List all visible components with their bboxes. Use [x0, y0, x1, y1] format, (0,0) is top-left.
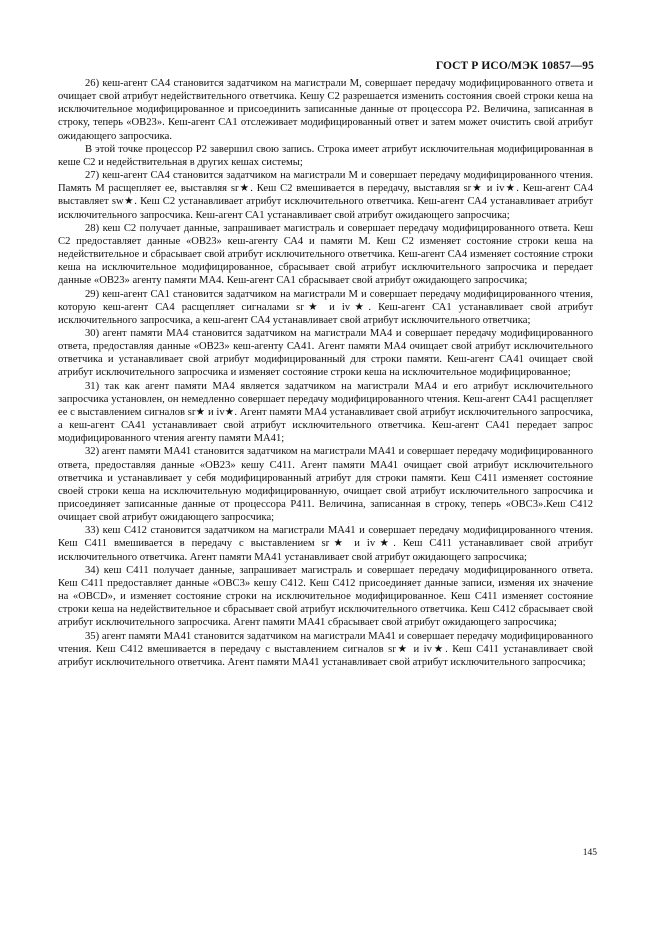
paragraph-30: 30) агент памяти МА4 становится задатчиком на магистрали МА4 и совершает передачу модифицированного ответа, предоставляя данные «OB23» кеш-агенту СА41. Агент памяти МА4 очищает свой атрибут исключительного ответчика и устанавливает свой атрибут модифицированный для строки памяти. Кеш-агент СА41 очищает свой атрибут исключительного запросчика и изменяет состояние строки кеша на исключительное модифицированное;: [58, 327, 593, 379]
paragraph-26: 26) кеш-агент СА4 становится задатчиком на магистрали М, совершает передачу модифицированного ответа и очищает свой атрибут недействительного ответчика. Кешу С2 разрешается изменить состояния своей строки кеша на исключительное модифицированное и присоединить записанные данные от процессора Р2. Величина, записанная в строку, теперь «OB23». Кеш-агент СА1 отслеживает модифицированный ответ и затем может очистить свой атрибут ожидающего запросчика.: [58, 78, 593, 142]
paragraph-summary: В этой точке процессор Р2 завершил свою запись. Строка имеет атрибут исключительная модифицированная в кеше С2 и недействительная в других кешах системы;: [58, 143, 593, 168]
paragraph-32: 32) агент памяти МА41 становится задатчиком на магистрали МА41 и совершает передачу модифицированного ответа, предоставляя данные «OB23» кешу С411. Агент памяти МА41 очищает свой атрибут исключительного ответчика и устанавливает у себя модифицированный атрибут для строки памяти. Кеш С411 изменяет состояние своей строки кеша на исключительную модифицированную, очищает свой атрибут исключительного запросчика и присоединяет записанные данные от процессора Р411. Величина, записанная в строку, теперь «OBC3».Кеш С412 очищает свой атрибут ожидающего запросчика;: [58, 446, 593, 524]
paragraph-28: 28) кеш С2 получает данные, запрашивает магистраль и совершает передачу модифицированного ответа. Кеш С2 предоставляет данные «OB23» кеш-агенту СА4 и памяти М. Кеш С2 изменяет состояние строки кеша на недействительное и сбрасывает свой атрибут исключительного ответчика. Кеш-агент СА4 изменяет состояние строки кеша на исключительное модифицированное, сбрасывает свой атрибут исключительного запросчика и передает данные «OB23» агенту памяти МА4. Кеш-агент СА1 сбрасывает свой атрибут ожидающего запросчика;: [58, 222, 593, 287]
body-text: [58, 77, 593, 669]
page-number: 145: [582, 848, 597, 858]
paragraph-35: 35) агент памяти МА41 становится задатчиком на магистрали МА41 и совершает передачу модифицированного чтения. Кеш С412 вмешивается в передачу с выставлением сигналов sr★ и iv★. Кеш С411 устанавливает свой атрибут исключительного ответчика. Агент памяти МА41 устанавливает свой атрибут исключительного запросчика;: [58, 630, 593, 668]
paragraph-33: 33) кеш С412 становится задатчиком на магистрали МА41 и совершает передачу модифицированного чтения. Кеш С411 вмешивается в передачу с выставлением sr★ и iv★. Кеш С411 устанавливает свой атрибут исключительного ответчика. Агент памяти МА41 устанавливает свой атрибут ожидающего запросчика;: [58, 525, 593, 563]
paragraph-29: 29) кеш-агент СА1 становится задатчиком на магистрали М и совершает передачу модифицированного чтения, которую кеш-агент СА4 расщепляет сигналами sr★ и iv★. Кеш-агент СА1 устанавливает свой атрибут исключительного запросчика, а кеш-агент СА4 устанавливает свой атрибут исключительного ответчика;: [58, 288, 593, 326]
paragraph-27: 27) кеш-агент СА4 становится задатчиком на магистрали М и совершает передачу модифицированного чтения. Память М расщепляет ее, выставляя sr★. Кеш С2 вмешивается в передачу, выставляя sr★ и iv★. Кеш-агент СА4 выставляет sw★. Кеш С2 устанавливает атрибут исключительного ответчика. Кеш-агент СА4 устанавливает атрибут исключительного запросчика. Кеш-агент СА1 устанавливает свой атрибут ожидающего запросчика;: [58, 170, 593, 221]
paragraph-34: 34) кеш С411 получает данные, запрашивает магистраль и совершает передачу модифицированного ответа. Кеш С411 предоставляет данные «OBC3» кешу С412. Кеш С412 присоединяет данные записи, изменяя их значение на «OBCD», и изменяет состояние строки на исключительное модифицированное. Кеш С411 изменяет состояние строки кеша на недействительное и сбрасывает свой атрибут исключительного ответчика. Кеш С412 сбрасывает свой атрибут исключительного запросчика. Агент памяти МА41 сбрасывает свой атрибут ожидающего запросчика;: [58, 564, 593, 629]
standard-header: ГОСТ Р ИСО/МЭК 10857—95: [435, 60, 594, 72]
paragraph-31: 31) так как агент памяти МА4 является задатчиком на магистрали МА4 и его атрибут исключительного запросчика установлен, он немедленно совершает передачу модифицированного чтения. Кеш-агент СА41 расщепляет ее с выставлением сигналов sr★ и iv★. Агент памяти МА4 устанавливает свой атрибут исключительного запросчика, а кеш-агент СА41 устанавливает свой атрибут исключительного ответчика. Кеш-агент СА41 передает запрос модифицированного чтения агенту памяти МА41;: [58, 380, 593, 445]
